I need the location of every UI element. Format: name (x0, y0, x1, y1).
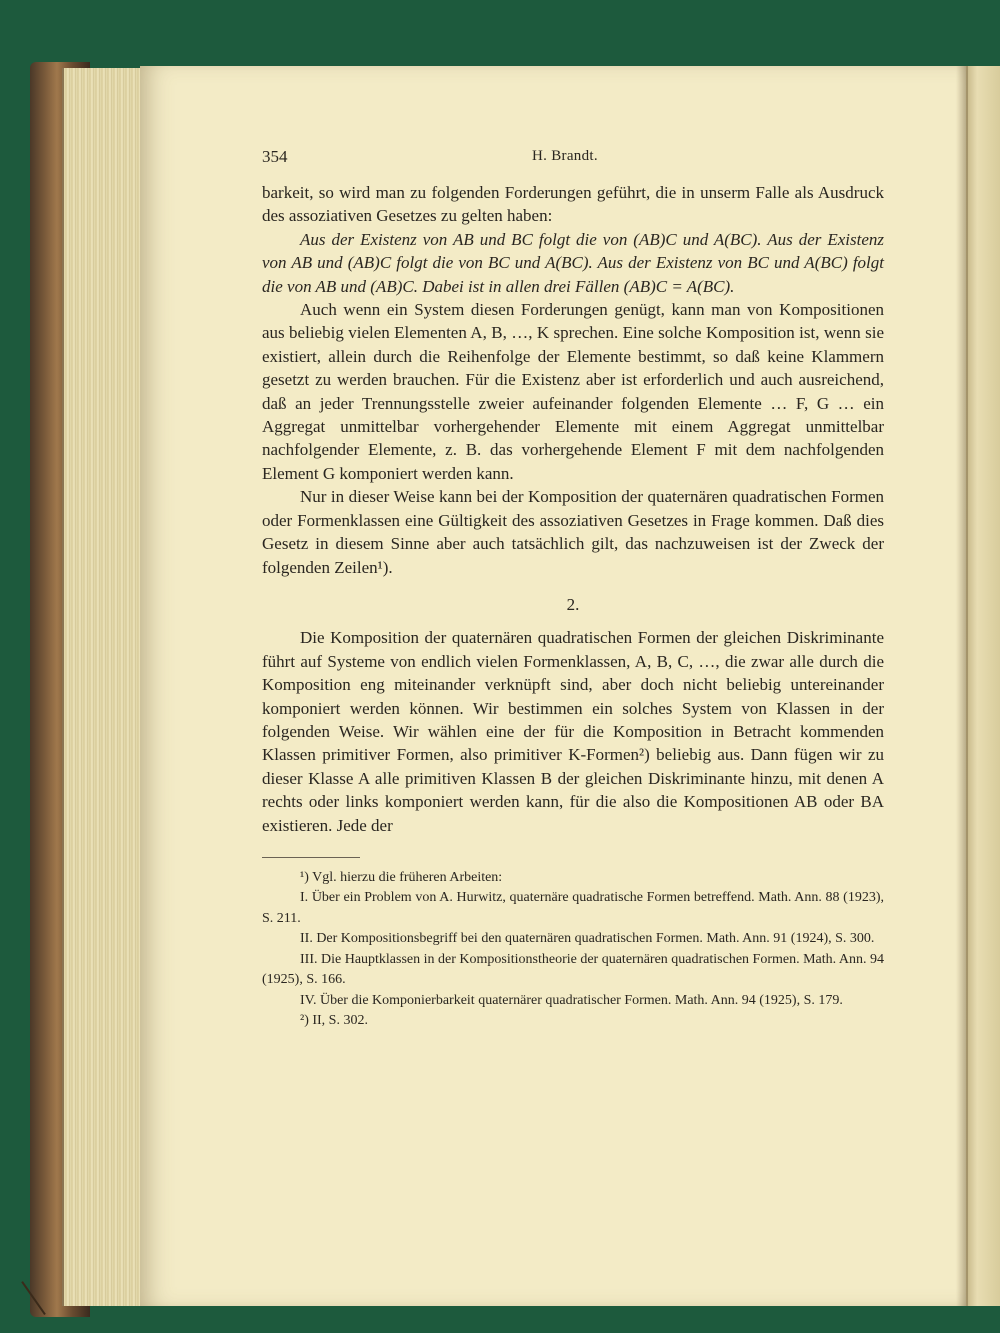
page-content (262, 145, 884, 1032)
footnote: III. Die Hauptklassen in der Kompositionstheorie der quaternären quadratischen Formen. Math. Ann. 94 (1925), S. 166. (262, 951, 884, 988)
paragraph: Nur in dieser Weise kann bei der Komposition der quaternären quadratischen Formen oder Formenklassen eine Gültigkeit des assoziativen Gesetzes in Frage kommen. Daß dies Gesetz in diesem Sinne aber auch tatsächlich gilt, das nachzuweisen ist der Zweck der folgenden Zeilen¹). (262, 487, 884, 577)
footnote: I. Über ein Problem von A. Hurwitz, quaternäre quadratische Formen betreffend. Math. Ann. 88 (1923), S. 211. (262, 890, 884, 926)
section-number: 2. (566, 594, 580, 614)
paragraph: barkeit, so wird man zu folgenden Forderungen geführt, die in unserm Falle als Ausdruck des assoziativen Gesetzes zu gelten haben: (262, 183, 884, 226)
running-header (262, 145, 884, 169)
paragraph: Die Komposition der quaternären quadratischen Formen der gleichen Diskriminante führt auf Systeme von endlich vielen Formenklassen, A, B, C, …, die zwar alle durch die Komposition eng miteinander verknüpft sind, aber doch nicht beliebig untereinander komponiert werden können. Wir bestimmen ein solches System von Klassen in der folgenden Weise. Wir wählen eine der für die Komposition in Betracht kommenden Klassen primitiver Formen, also primitiver K-Formen²) beliebig aus. Dann fügen wir zu dieser Klasse A alle primitiven Klassen B der gleichen Diskriminante hinzu, mit denen A rechts oder links komponiert werden kann, für die also die Kompositionen AB oder BA existieren. Jede der (262, 628, 884, 835)
running-head-author: H. Brandt. (532, 148, 598, 164)
page-number: 354 (262, 147, 288, 166)
footnote: ²) II, S. 302. (300, 1013, 368, 1029)
footnote: ¹) Vgl. hierzu die früheren Arbeiten: (300, 869, 503, 885)
paragraph: Auch wenn ein System diesen Forderungen genügt, kann man von Kompositionen aus beliebig vielen Elementen A, B, …, K sprechen. Eine solche Komposition ist, wenn sie existiert, allein durch die Reihenfolge der Elemente bestimmt, so daß keine Klammern gesetzt zu werden brauchen. Für die Existenz aber ist erforderlich und auch ausreichend, daß an jeder Trennungsstelle zweier aufeinander folgenden Elemente … F, G … ein Aggregat unmittelbar vorhergehender Elemente mit einem Aggregat unmittelbar nachfolgender Elemente, z. B. das vorhergehende Element F mit dem nachfolgenden Element G komponiert werden kann. (262, 300, 884, 483)
italic-paragraph: Aus der Existenz von AB und BC folgt die von (AB)C und A(BC). Aus der Existenz von AB und (AB)C folgt die von BC und A(BC). Aus der Existenz von BC und A(BC) folgt die von AB und (AB)C. Dabei ist in allen drei Fällen (AB)C = A(BC). (262, 229, 884, 296)
footnote: IV. Über die Komponierbarkeit quaternärer quadratischer Formen. Math. Ann. 94 (1925), S. 179. (300, 992, 843, 1008)
footnote: II. Der Kompositionsbegriff bei den quaternären quadratischen Formen. Math. Ann. 91 (1924), S. 300. (300, 931, 875, 947)
gutter-shadow (956, 66, 968, 1306)
footnote-rule (262, 857, 360, 858)
